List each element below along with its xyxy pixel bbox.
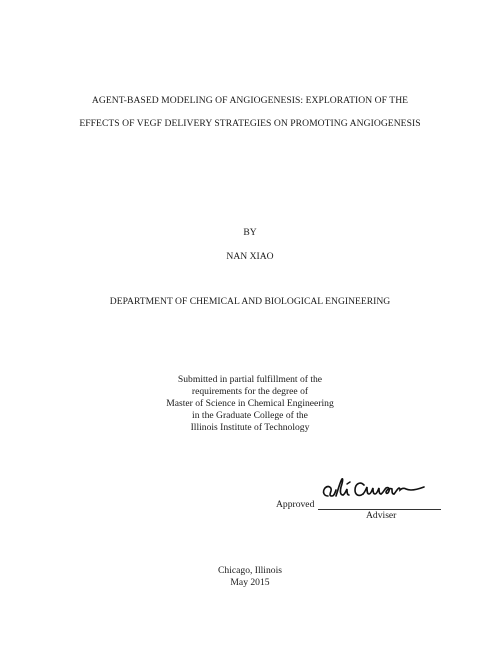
submission-line: Master of Science in Chemical Engineering (166, 398, 334, 409)
title-line-2: EFFECTS OF VEGF DELIVERY STRATEGIES ON PROMOTING ANGIOGENESIS (79, 118, 421, 129)
submission-line: Submitted in partial fulfillment of the (177, 374, 323, 385)
submission-line: Illinois Institute of Technology (190, 422, 310, 433)
submission-line: requirements for the degree of (191, 386, 309, 397)
date: May 2015 (230, 577, 270, 588)
approved-label: Approved (276, 499, 315, 510)
place: Chicago, Illinois (218, 565, 282, 576)
title-line-1: AGENT-BASED MODELING OF ANGIOGENESIS: EXPLORATION OF THE (91, 95, 409, 106)
by-label: BY (243, 227, 257, 238)
approval-block (0, 463, 500, 524)
signature-text: Ali Cinar (320, 463, 380, 480)
author-name: NAN XIAO (226, 251, 274, 262)
adviser-label: Adviser (366, 510, 397, 521)
submission-line: in the Graduate College of the (192, 410, 308, 421)
department: DEPARTMENT OF CHEMICAL AND BIOLOGICAL ENGINEERING (109, 296, 391, 307)
adviser-signature (320, 463, 430, 502)
